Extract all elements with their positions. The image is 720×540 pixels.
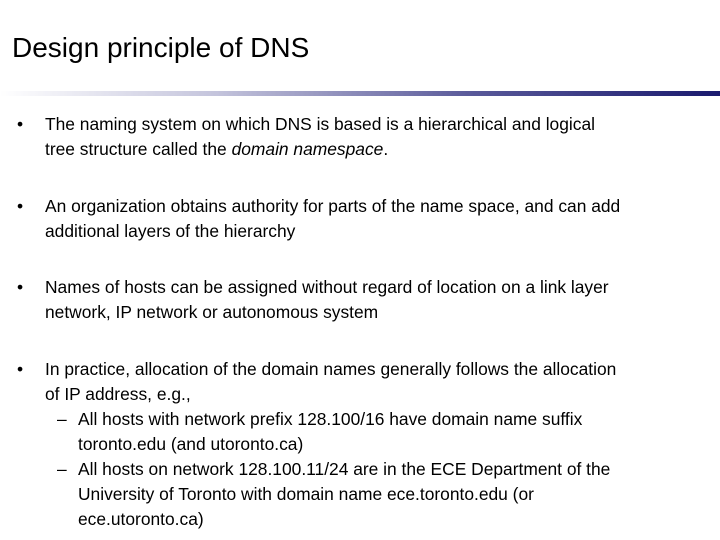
sub-bullet-item: – All hosts with network prefix 128.100/16 have domain name suffix toronto.edu (and utoronto.ca) [57, 409, 583, 454]
bullet-marker: • [17, 114, 24, 134]
slide-title: Design principle of DNS [12, 32, 310, 63]
bullet-text: An organization obtains authority for parts of the name space, and can add additional layers of the hierarchy [45, 196, 621, 241]
bullet-marker: • [17, 196, 24, 216]
bullet-text: In practice, allocation of the domain names generally follows the allocation of IP address, e.g., – All hosts with network prefix 128.100/16 have domain name suffix toronto.edu (and utoronto.ca) – All hosts on network 128.100.11/24 are in the ECE Department of the University of Toronto with domain name ece.toronto.edu (or ece.utoronto.ca) [45, 357, 713, 532]
title-divider [0, 91, 720, 96]
bullet-marker: • [17, 277, 24, 297]
dash-marker: – [57, 409, 67, 429]
bullet-text: The naming system on which DNS is based is a hierarchical and logical tree structure called the domain namespace. [45, 114, 595, 159]
bullet-text: Names of hosts can be assigned without regard of location on a link layer network, IP network or autonomous system [45, 277, 609, 322]
sub-bullet-item: – All hosts on network 128.100.11/24 are in the ECE Department of the University of Toronto with domain name ece.toronto.edu (or ece.utoronto.ca) [57, 459, 611, 529]
emphasis-domain-namespace: domain namespace [231, 139, 384, 159]
dash-marker: – [57, 459, 67, 479]
bullet-marker: • [17, 359, 24, 379]
